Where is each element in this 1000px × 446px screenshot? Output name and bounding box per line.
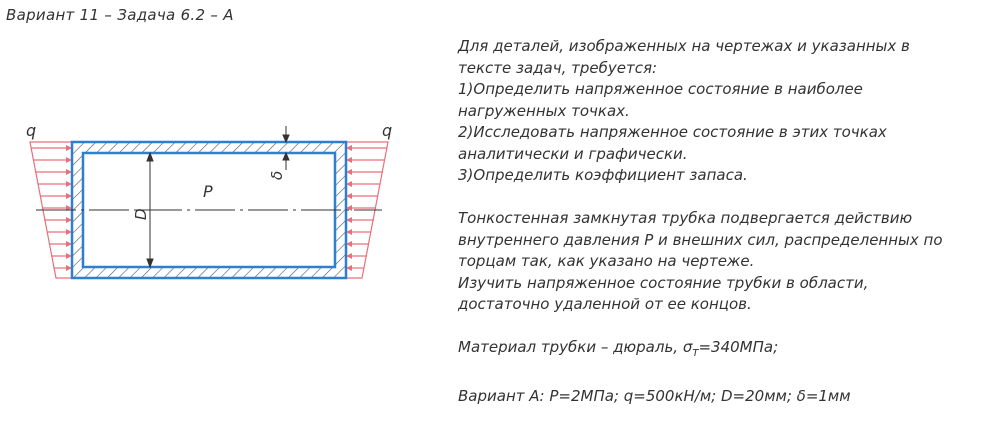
task-line: 3)Определить коэффициент запаса. xyxy=(458,166,748,184)
description-line: достаточно удаленной от ее концов. xyxy=(458,295,752,313)
material-suffix: =340МПа; xyxy=(698,338,779,356)
q-left-label: q xyxy=(26,121,37,140)
pressure-label: P xyxy=(203,182,213,201)
technical-drawing xyxy=(0,0,455,446)
page-title: Вариант 11 – Задача 6.2 – А xyxy=(6,6,234,24)
variant-line: Вариант А: P=2МПа; q=500кН/м; D=20мм; δ=1мм xyxy=(458,387,851,405)
diameter-label: D xyxy=(132,208,150,220)
material-line xyxy=(458,337,998,365)
material-prefix: Материал трубки – дюраль, σ xyxy=(458,338,693,356)
q-right-label: q xyxy=(382,121,393,140)
thickness-label: δ xyxy=(268,170,286,180)
description-line: Тонкостенная замкнутая трубка подвергается действию xyxy=(458,209,913,227)
task-line: 1)Определить напряженное состояние в наиболее xyxy=(458,80,863,98)
task-line: тексте задач, требуется: xyxy=(458,58,658,77)
description-line: торцам так, как указано на чертеже. xyxy=(458,252,755,270)
task-text xyxy=(458,36,998,408)
description-line: Изучить напряженное состояние трубки в области, xyxy=(458,273,869,292)
material-subscript: Т xyxy=(692,348,699,359)
task-line: Для деталей, изображенных на чертежах и указанных в xyxy=(458,37,910,55)
task-line: нагруженных точках. xyxy=(458,101,630,120)
task-line: аналитически и графически. xyxy=(458,144,688,163)
description-line: внутреннего давления P и внешних сил, распределенных по xyxy=(458,230,943,249)
task-line: 2)Исследовать напряженное состояние в этих точках xyxy=(458,123,887,141)
